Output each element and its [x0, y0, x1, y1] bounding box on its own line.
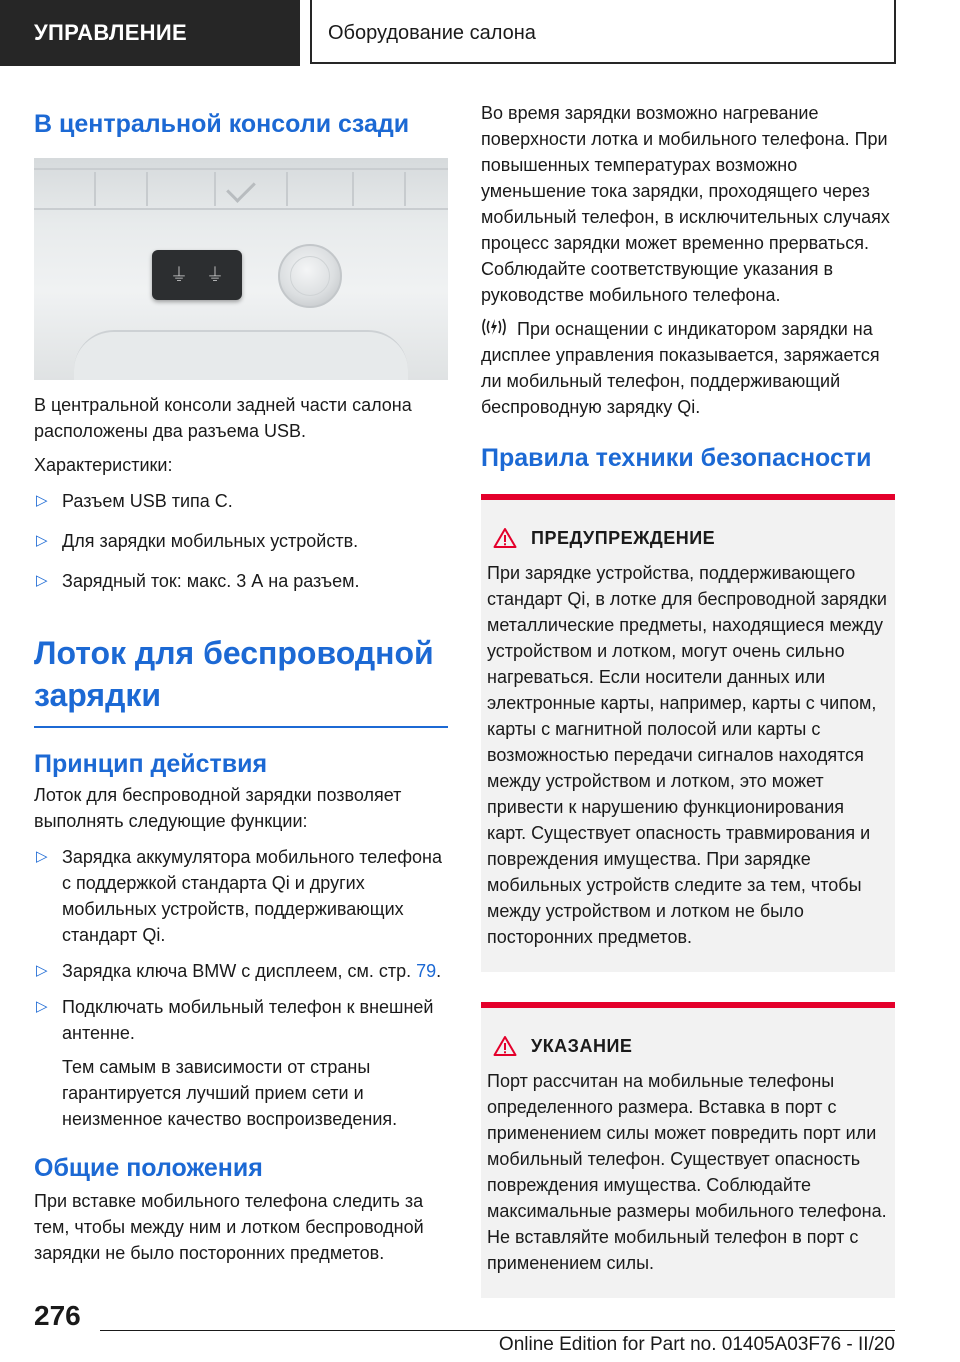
heating-text: Во время зарядки возможно нагревание поверхности лотка и мобильного телефона. При повышенных температурах возможно уменьшение тока зарядки, проходящего через мобильный телефон, в исключительных случаях процесс зарядки может временно прерваться. Соблюдайте соответствующие указания в руководстве мобильного телефона.: [481, 103, 890, 305]
safety-heading: Правила техники безопасности: [481, 444, 872, 472]
bullet-triangle-icon: ▷: [36, 532, 48, 549]
indicator-paragraph: При оснащении с индикатором зарядки на дисплее управления показывается, заряжается ли мобильный телефон, поддерживающий беспроводную зарядку Qi.: [481, 316, 895, 420]
usb-icon: ⏚: [170, 265, 188, 285]
list-item: ▷ Зарядный ток: макс. 3 А на разъем.: [34, 568, 448, 594]
list-item-subtext: Тем самым в зависимости от страны гарантируется лучший прием сети и неизменное качество воспроизведения.: [62, 1057, 398, 1129]
page-number: 276: [34, 1300, 81, 1331]
warning-triangle-icon: [493, 527, 517, 549]
page-reference-link[interactable]: 79: [416, 961, 437, 981]
warning-box: [481, 494, 895, 972]
usb-icon: ⏚: [206, 265, 224, 285]
warning-triangle-icon: [493, 1035, 517, 1057]
warning-text: При зарядке устройства, поддерживающего стандарт Qi, в лотке для беспроводной зарядки металлические предметы, находящиеся между устройством и лотком, могут очень сильно нагреваться. Если носители данных или электронные карты, например, карты с чипом, карты с магнитной полосой или карты с возможностью передачи сигналов находятся между устройством и лотком, это может привести к нарушению функционирования карт. Существует опасность травмирования и повреждения имущества. При зарядке мобильных устройств следите за тем, чтобы между устройством и лотком не было посторонних предметов.: [487, 563, 887, 947]
tray-heading: Лоток для беспроводной зарядки: [34, 635, 434, 713]
principle-heading: Принцип действия: [34, 750, 268, 778]
functions-list: [34, 844, 448, 1132]
specs-list: [34, 488, 448, 594]
list-item: ▷ Для зарядки мобильных устройств.: [34, 528, 448, 554]
notice-heading: УКАЗАНИЕ: [487, 1034, 887, 1058]
notice-box: [481, 1002, 895, 1298]
edition-label: Online Edition for Part no. 01405A03F76 - II/20: [498, 1334, 895, 1355]
section-tab: УПРАВЛЕНИЕ: [0, 0, 300, 66]
rear-console-usb-photo: [34, 158, 448, 380]
warning-heading: ПРЕДУПРЕЖДЕНИЕ: [487, 526, 887, 550]
control-knob: [278, 244, 342, 308]
list-item: ▷ Разъем USB типа С.: [34, 488, 448, 514]
right-column: [481, 100, 895, 1298]
heading-rule: [34, 726, 448, 728]
bullet-triangle-icon: ▷: [36, 572, 48, 589]
list-item: ▷ Зарядка аккумулятора мобильного телефона с поддержкой стандарта Qi и других мобильных устройств, поддерживающих стандарт Qi.: [34, 844, 448, 948]
bullet-triangle-icon: ▷: [36, 962, 48, 979]
usb-ports-panel: [152, 250, 242, 300]
left-column: [34, 100, 448, 1266]
principle-intro: Лоток для беспроводной зарядки позволяет выполнять следующие функции:: [34, 785, 402, 831]
specs-label: Характеристики:: [34, 455, 173, 475]
general-heading: Общие положения: [34, 1154, 263, 1182]
bullet-triangle-icon: ▷: [36, 848, 48, 865]
rear-console-text: В центральной консоли задней части салона расположены два разъема USB.: [34, 395, 412, 441]
bullet-triangle-icon: ▷: [36, 998, 48, 1015]
list-item: ▷ Зарядка ключа BMW с дисплеем, см. стр. 79.: [34, 958, 448, 984]
general-text: При вставке мобильного телефона следить за тем, чтобы между ним и лотком беспроводной зарядки не было посторонних предметов.: [34, 1191, 424, 1263]
wireless-charging-icon: [481, 316, 507, 338]
bullet-triangle-icon: ▷: [36, 492, 48, 509]
list-item: ▷ Подключать мобильный телефон к внешней антенне. Тем самым в зависимости от страны гарантируется лучший прием сети и неизменное качество воспроизведения.: [34, 994, 448, 1132]
chapter-title: Оборудование салона: [310, 0, 896, 64]
notice-text: Порт рассчитан на мобильные телефоны определенного размера. Вставка в порт с применением силы может повредить порт или мобильный телефон. Существует опасность повреждения имущества. Соблюдайте максимальные размеры мобильного телефона. Не вставляйте мобильный телефон в порт с применением силы.: [487, 1071, 887, 1273]
page-header: [0, 0, 960, 66]
rear-console-heading: В центральной консоли сзади: [34, 110, 410, 138]
